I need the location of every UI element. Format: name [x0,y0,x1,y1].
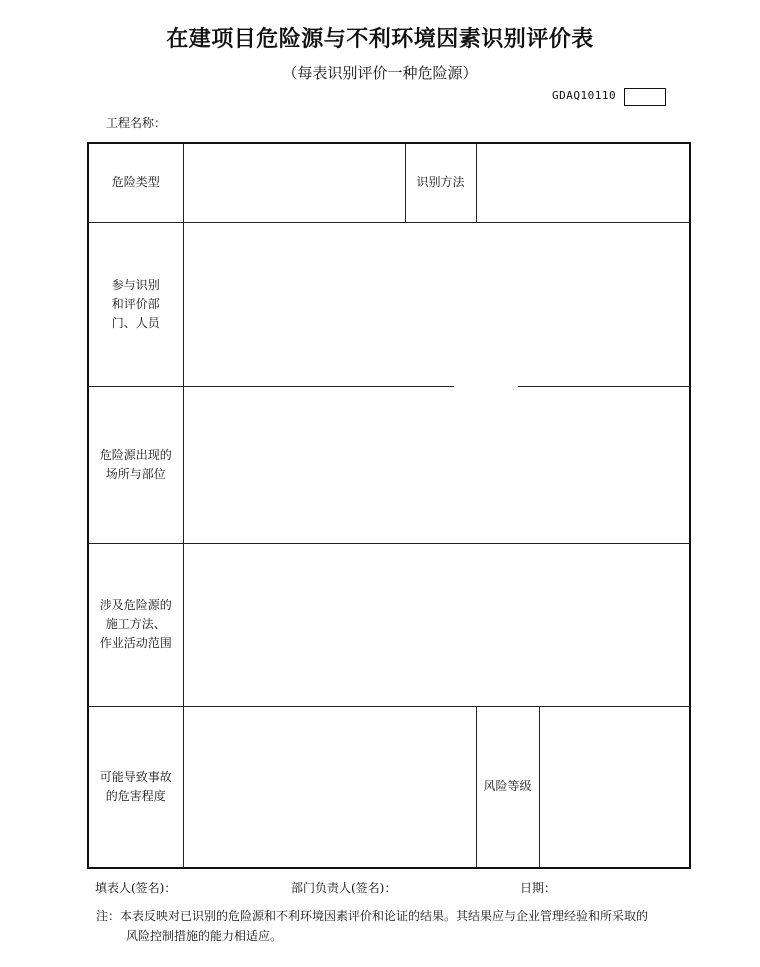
location-field[interactable] [183,386,690,543]
table-row [88,706,690,868]
document-code: GDAQ10110 [552,89,617,102]
table-row [88,222,690,386]
construction-label: 涉及危险源的 施工方法、 作业活动范围 [88,543,183,706]
table-row [88,143,690,222]
note-line-1: 注：本表反映对已识别的危险源和不利环境因素评价和论证的结果。其结果应与企业管理经验和所采取的 [96,909,649,923]
date-label: 日期： [520,881,557,895]
dept-head-signature-label: 部门负责人(签名)： [291,881,397,895]
table-row [88,543,690,706]
note [96,906,696,946]
table-row [88,386,690,543]
line-gap [454,383,518,387]
participants-field[interactable] [183,222,690,386]
risk-level-label: 风险等级 [476,706,539,868]
location-label: 危险源出现的 场所与部位 [88,386,183,543]
participants-label: 参与识别 和评价部 门、人员 [88,222,183,386]
construction-field[interactable] [183,543,690,706]
severity-label: 可能导致事故 的危害程度 [88,706,183,868]
hazard-identification-table [87,142,691,869]
severity-field[interactable] [183,706,476,868]
identification-method-label: 识别方法 [405,143,476,222]
identification-method-field[interactable] [476,143,690,222]
risk-level-field[interactable] [539,706,690,868]
form-title: 在建项目危险源与不利环境因素识别评价表 [166,27,594,52]
filler-signature-label: 填表人(签名)： [95,881,177,895]
note-line-2: 风险控制措施的能力相适应。 [126,929,283,943]
document-number-box[interactable] [624,88,666,106]
hazard-type-label: 危险类型 [88,143,183,222]
form-subtitle: （每表识别评价一种危险源） [282,64,478,82]
project-name-label: 工程名称： [106,116,167,130]
hazard-type-field[interactable] [183,143,405,222]
